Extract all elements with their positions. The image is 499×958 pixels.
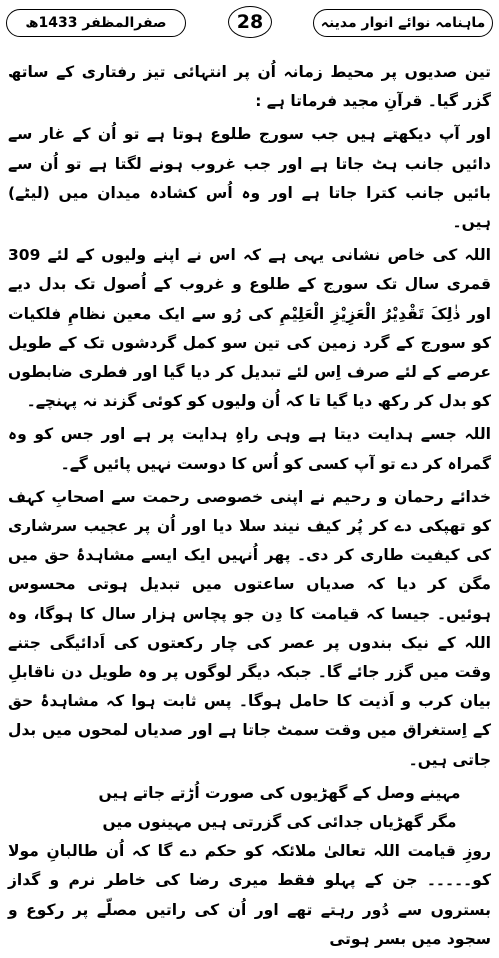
paragraph-5: خدائے رحمان و رحیم نے اپنی خصوصی رحمت سے اصحابِ کہف کو تھپکی دے کر پُر کیف نیند سلا دیا اور اُن پر عجیب سرشاری کی کیفیت طاری کر دی۔ پھر اُنہیں ایک ایسے مشاہدۂ حق میں مگن کر دیا کہ صدیاں ساعتوں میں تبدیل ہوتی محسوس ہوئیں۔ جیسا کہ قیامت کا دِن جو پچاس ہزار سال کا ہوگا، وہ اللہ کے نیک بندوں پر عصر کی چار رکعتوں کی اَدائیگی جتنے وقت میں گزر جائے گا۔ جبکہ دیگر لوگوں پر وہ طویل دن ناقابلِ بیان کرب و اَذیت کا حامل ہوگا۔ پس ثابت ہوا کہ مشاہدۂ حق کے اِستغراق میں وقت سمٹ جاتا ہے اور صدیاں لمحوں میں بدل جاتی ہیں۔: [8, 487, 491, 769]
magazine-title: ماہنامہ نوائے انوار مدینہ: [320, 15, 486, 31]
paragraph-2: اور آپ دیکھتے ہیں جب سورج طلوع ہوتا ہے تو اُن کے غار سے دائیں جانب ہٹ جاتا ہے اور جب غروب ہونے لگتا ہے تو اُن سے بائیں جانب کترا جاتا ہے اور وہ اُس کشادہ میدان میں (لیٹے) ہیں۔: [8, 125, 491, 232]
closing-paragraph: روزِ قیامت اللہ تعالیٰ ملائکہ کو حکم دے گا کہ اُن طالبانِ مولا کو۔۔۔۔۔ جن کے پہلو فقط میری رضا کی خاطر نرم و گداز بستروں سے دُور رہتے تھے اور اُن کی راتیں مصلّے پر رکوع و سجود میں بسر ہوتی: [8, 842, 491, 948]
page-number-oval: [228, 6, 272, 38]
page-header: [6, 6, 493, 42]
paragraph-1: تین صدیوں پر محیط زمانہ اُن پر انتہائی تیز رفتاری کے ساتھ گزر گیا۔ قرآنِ مجید فرماتا ہے :: [8, 63, 491, 111]
page-number: 28: [236, 11, 264, 33]
issue-date-box: [6, 9, 186, 37]
paragraph-4: اللہ جسے ہدایت دیتا ہے وہی راہِ ہدایت پر ہے اور جس کو وہ گمراہ کر دے تو آپ کسی کو اُس کا دوست نہیں پائیں گے۔: [8, 425, 491, 473]
issue-date: صفرالمظفر 1433ھ: [25, 15, 167, 31]
verse-line-2: مگر گھڑیاں جدائی کی گزرتی ہیں مہینوں میں: [102, 813, 457, 832]
paragraph-3: اللہ کی خاص نشانی یہی ہے کہ اس نے اپنے ولیوں کے لئے 309 قمری سال تک سورج کے طلوع و غروب کے اُصول تک بدل دیے اور ذٰلِکَ تَقْدِیْرُ الْعَزِیْزِ الْعَلِیْمِ کی رُو سے ایک معین نظامِ فلکیات کو سورج کے گرد زمین کی تین سو کمل گردشوں تک کے طویل عرصے کے لئے صرف اِس لئے تبدیل کر دیا گیا اور فطری ضابطوں کو بدل کر رکھ دیا گیا تا کہ اُن ولیوں کو کوئی گزند نہ پہنچے۔: [8, 246, 491, 411]
verse-line-1: مہینے وصل کے گھڑیوں کی صورت اُڑتے جاتے ہیں: [98, 783, 461, 802]
magazine-title-box: [313, 9, 493, 37]
article-body: [8, 58, 491, 958]
